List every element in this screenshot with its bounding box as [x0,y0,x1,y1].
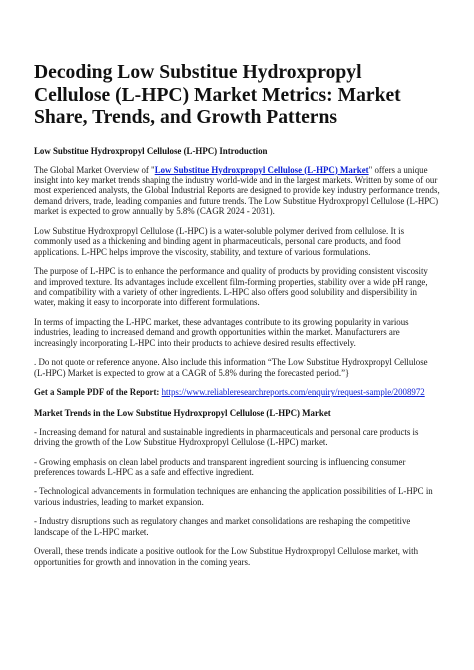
intro-paragraph-3: The purpose of L-HPC is to enhance the performance and quality of products by providing consistent viscosity and improved texture. Its advantages include excellent film-forming properties, stability over a wide pH range, and compatibility with a variety of other ingredients. L-HPC also offers good solubility and dispersibility in water, making it easy to incorporate into different formulations. [34,266,428,308]
sample-pdf-line [34,387,440,397]
sample-pdf-label: Get a Sample PDF of the Report: [34,387,160,398]
intro-p1-after: " offers a unique insight into key market trends shaping the industry world-wide and in the largest markets. Written by some of our most experienced analysts, the Global Industrial Reports are designed to provide key industry performance trends, demand drivers, trade, leading companies and future trends. The Low Substitue Hydroxpropyl Cellulose (L-HPC) market is expected to grow annually by 5.8% (CAGR 2024 - 2031). [34,164,440,217]
sample-pdf-link[interactable]: https://www.reliableresearchreports.com/enquiry/request-sample/2008972 [161,387,425,398]
intro-p1-before: The Global Market Overview of " [34,164,155,175]
trend-item: - Industry disruptions such as regulatory changes and market consolidations are reshaping the competitive landscape of the L-HPC market. [34,516,411,537]
page-title: Decoding Low Substitue Hydroxpropyl Cellulose (L-HPC) Market Metrics: Market Share, Trends, and Growth Patterns [34,62,401,128]
trend-item: - Technological advancements in formulation techniques are enhancing the application possibilities of L-HPC in various industries, leading to market expansion. [34,486,433,507]
conclusion-paragraph: Overall, these trends indicate a positive outlook for the Low Substitue Hydroxpropyl Cellulose market, with opportunities for growth and innovation in the coming years. [34,546,419,567]
intro-paragraph-2: Low Substitue Hydroxpropyl Cellulose (L-HPC) is a water-soluble polymer derived from cellulose. It is commonly used as a thickening and binding agent in pharmaceuticals, personal care products, and food applications. L-HPC helps improve the viscosity, stability, and texture of various formulations. [34,225,405,257]
intro-paragraph-5: . Do not quote or reference anyone. Also include this information “The Low Substitue Hydroxpropyl Cellulose (L-HPC) Market is expected to grow at a CAGR of 5.8% during the forecasted period.”} [34,357,428,378]
trend-item: - Increasing demand for natural and sustainable ingredients in pharmaceuticals and personal care products is driving the growth of the Low Substitue Hydroxpropyl Cellulose (L-HPC) market. [34,426,419,448]
intro-heading: Low Substitue Hydroxpropyl Cellulose (L-HPC) Introduction [34,145,268,156]
market-report-link[interactable]: Low Substitue Hydroxpropyl Cellulose (L-HPC) Market [154,164,369,175]
intro-paragraph-4: In terms of impacting the L-HPC market, these advantages contribute to its growing popularity in various industries, leading to increased demand and growth opportunities within the market. Manufacturers are increasingly incorporating L-HPC into their products to achieve desired results effectively. [34,316,409,348]
trend-item: - Growing emphasis on clean label products and transparent ingredient sourcing is influencing consumer preferences towards L-HPC as a safe and effective ingredient. [34,456,406,478]
intro-paragraph-1 [34,165,440,217]
trends-heading: Market Trends in the Low Substitue Hydroxpropyl Cellulose (L-HPC) Market [34,407,331,418]
